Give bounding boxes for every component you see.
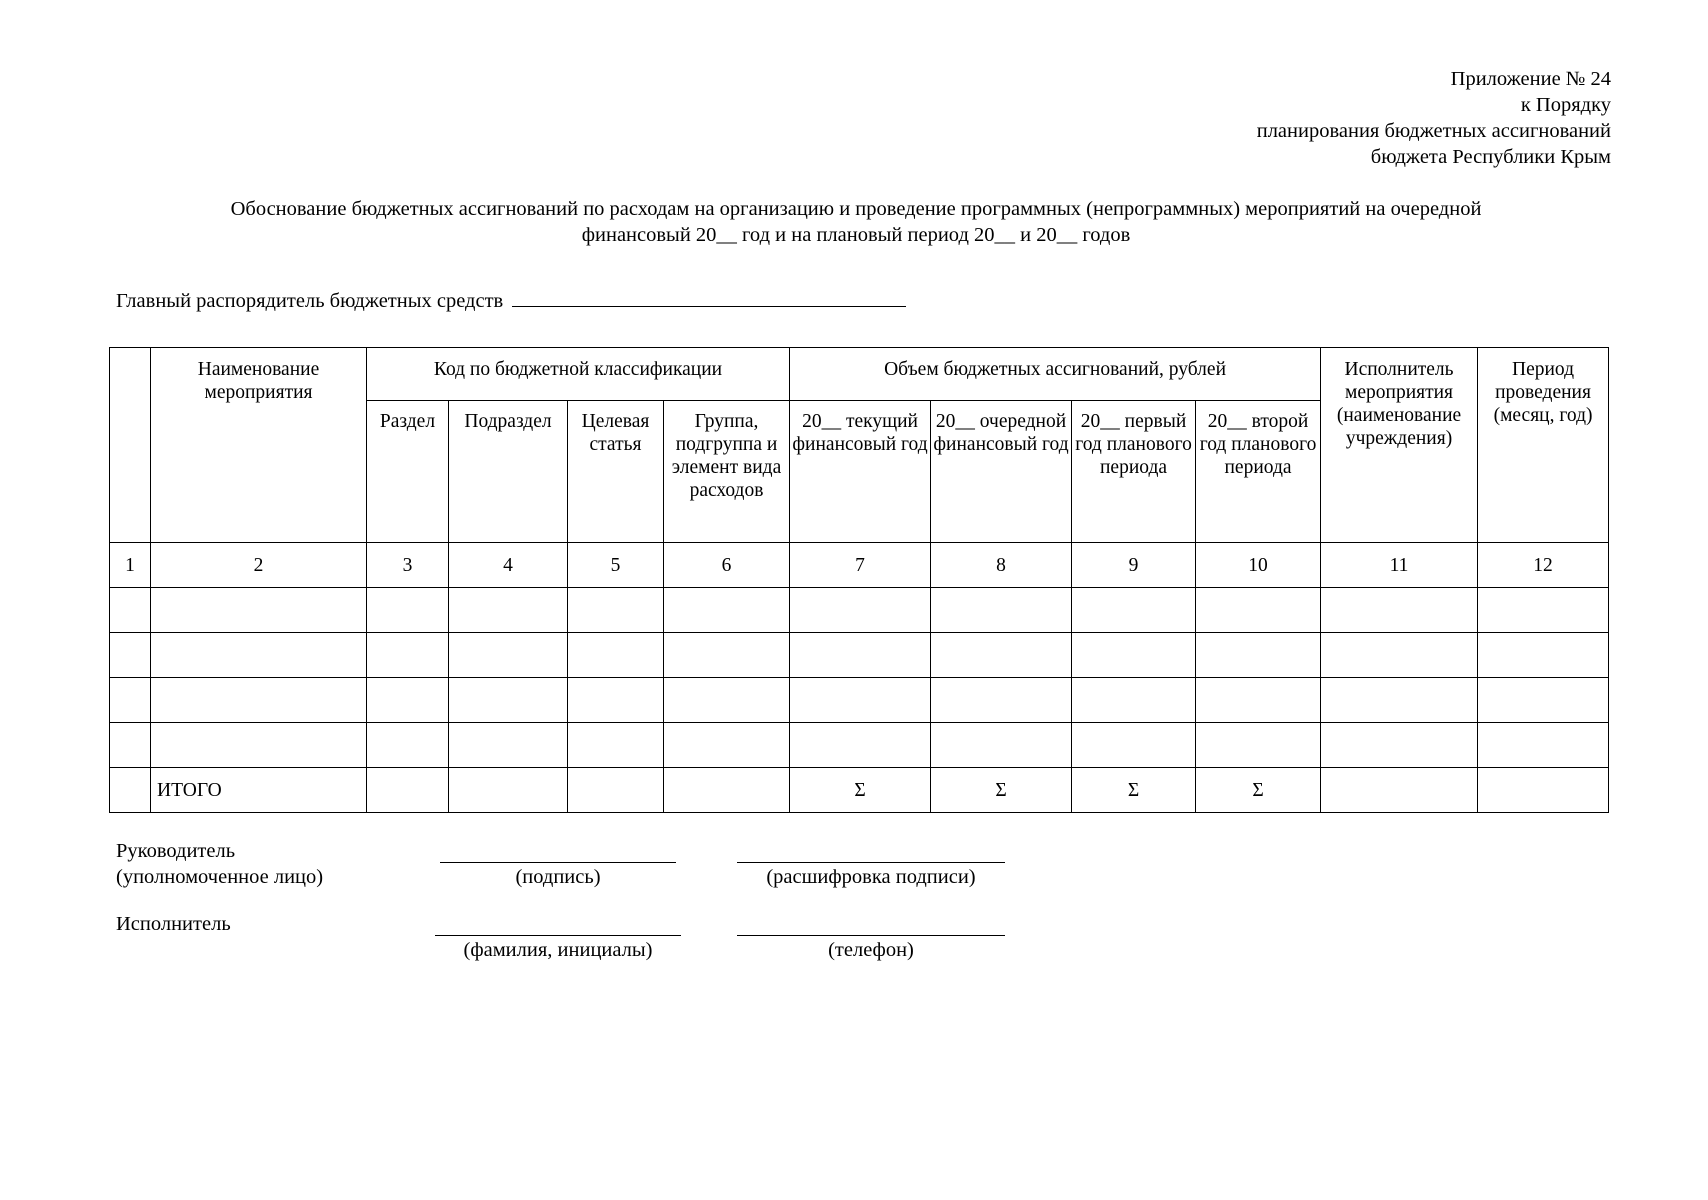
header-year-current: 20__ текущий финансовый год xyxy=(790,401,931,543)
head-signature-label xyxy=(116,838,323,890)
main-manager-blank-field[interactable] xyxy=(512,286,906,307)
total-empty-cell[interactable] xyxy=(367,768,449,813)
table-cell[interactable] xyxy=(931,633,1072,678)
total-empty-cell[interactable] xyxy=(568,768,664,813)
header-year-plan1: 20__ первый год планового периода xyxy=(1072,401,1196,543)
total-row xyxy=(110,768,1609,813)
table-row xyxy=(110,633,1609,678)
total-empty-cell[interactable] xyxy=(1478,768,1609,813)
table-cell[interactable] xyxy=(1478,588,1609,633)
table-cell[interactable] xyxy=(1196,678,1321,723)
table-cell[interactable] xyxy=(1072,723,1196,768)
table-cell[interactable] xyxy=(1196,588,1321,633)
column-number: 7 xyxy=(790,543,931,588)
header-row-number-cell xyxy=(110,348,151,543)
total-sum-current: Σ xyxy=(790,768,931,813)
table-cell[interactable] xyxy=(568,723,664,768)
table-cell[interactable] xyxy=(367,588,449,633)
column-numbers-row xyxy=(110,543,1609,588)
table-cell[interactable] xyxy=(110,723,151,768)
table-cell[interactable] xyxy=(449,723,568,768)
executor-phone-line[interactable] xyxy=(737,935,1005,936)
table-cell[interactable] xyxy=(664,633,790,678)
table-cell[interactable] xyxy=(664,588,790,633)
table-cell[interactable] xyxy=(1321,588,1478,633)
main-manager-label: Главный распорядитель бюджетных средств xyxy=(116,290,504,312)
header-code-group: Код по бюджетной классификации xyxy=(367,348,790,401)
table-cell[interactable] xyxy=(449,678,568,723)
header-period: Период проведения (месяц, год) xyxy=(1478,348,1609,543)
total-empty-cell[interactable] xyxy=(664,768,790,813)
table-cell[interactable] xyxy=(664,723,790,768)
column-number: 11 xyxy=(1321,543,1478,588)
title-line-1: Обоснование бюджетных ассигнований по расходам на организацию и проведение программных (непрограммных) мероприятий на очередной xyxy=(230,198,1482,220)
table-cell[interactable] xyxy=(1196,723,1321,768)
table-cell[interactable] xyxy=(790,723,931,768)
appendix-line-4: бюджета Республики Крым xyxy=(1370,146,1611,168)
table-cell[interactable] xyxy=(1072,588,1196,633)
column-number: 5 xyxy=(568,543,664,588)
head-label-line-2: (уполномоченное лицо) xyxy=(116,866,324,888)
table-cell[interactable] xyxy=(110,678,151,723)
total-empty-cell[interactable] xyxy=(449,768,568,813)
table-cell[interactable] xyxy=(449,588,568,633)
table-cell[interactable] xyxy=(110,588,151,633)
document-title xyxy=(150,196,1562,248)
column-number: 12 xyxy=(1478,543,1609,588)
table-row xyxy=(110,678,1609,723)
total-empty-cell[interactable] xyxy=(1321,768,1478,813)
table-cell[interactable] xyxy=(1478,633,1609,678)
appendix-line-3: планирования бюджетных ассигнований xyxy=(1256,120,1611,142)
table-cell[interactable] xyxy=(931,588,1072,633)
table-cell[interactable] xyxy=(790,588,931,633)
column-number: 9 xyxy=(1072,543,1196,588)
table-cell[interactable] xyxy=(1321,723,1478,768)
table-cell[interactable] xyxy=(367,678,449,723)
table-cell[interactable] xyxy=(1072,678,1196,723)
column-number: 10 xyxy=(1196,543,1321,588)
title-line-2: финансовый 20__ год и на плановый период 20__ и 20__ годов xyxy=(581,224,1131,246)
name-caption: (фамилия, инициалы) xyxy=(463,939,653,961)
total-label: ИТОГО xyxy=(151,768,367,813)
table-cell[interactable] xyxy=(151,633,367,678)
table-cell[interactable] xyxy=(1321,678,1478,723)
table-cell[interactable] xyxy=(790,678,931,723)
signature-caption: (подпись) xyxy=(515,866,601,888)
appendix-line-1: Приложение № 24 xyxy=(1450,68,1611,90)
table-cell[interactable] xyxy=(1478,723,1609,768)
empty-rows-body xyxy=(110,588,1609,768)
budget-form-table xyxy=(109,347,1609,813)
total-sum-plan2: Σ xyxy=(1196,768,1321,813)
header-section: Раздел xyxy=(367,401,449,543)
table-cell[interactable] xyxy=(151,588,367,633)
header-row-top xyxy=(110,348,1609,401)
table-cell[interactable] xyxy=(664,678,790,723)
column-number: 2 xyxy=(151,543,367,588)
header-target: Целевая статья xyxy=(568,401,664,543)
table-cell[interactable] xyxy=(931,678,1072,723)
total-empty-cell[interactable] xyxy=(110,768,151,813)
column-number: 8 xyxy=(931,543,1072,588)
total-sum-plan1: Σ xyxy=(1072,768,1196,813)
executor-name-line[interactable] xyxy=(435,935,681,936)
head-decode-line[interactable] xyxy=(737,862,1005,863)
table-cell[interactable] xyxy=(568,633,664,678)
appendix-line-2: к Порядку xyxy=(1520,94,1611,116)
head-label-line-1: Руководитель xyxy=(116,840,236,862)
table-cell[interactable] xyxy=(367,633,449,678)
phone-caption: (телефон) xyxy=(828,939,914,961)
table-cell[interactable] xyxy=(568,678,664,723)
table-cell[interactable] xyxy=(1478,678,1609,723)
header-executor: Исполнитель мероприятия (наименование учреждения) xyxy=(1321,348,1478,543)
column-number: 1 xyxy=(110,543,151,588)
header-subsection: Подраздел xyxy=(449,401,568,543)
main-manager-line xyxy=(116,286,906,314)
column-number: 6 xyxy=(664,543,790,588)
table-cell[interactable] xyxy=(1196,633,1321,678)
table-cell[interactable] xyxy=(151,723,367,768)
table-cell[interactable] xyxy=(1321,633,1478,678)
table-cell[interactable] xyxy=(151,678,367,723)
header-event-name: Наименование мероприятия xyxy=(151,348,367,543)
table-cell[interactable] xyxy=(1072,633,1196,678)
table-cell[interactable] xyxy=(367,723,449,768)
table-cell[interactable] xyxy=(790,633,931,678)
table-cell[interactable] xyxy=(568,588,664,633)
table-cell[interactable] xyxy=(449,633,568,678)
head-signature-line[interactable] xyxy=(440,862,676,863)
total-sum-next: Σ xyxy=(931,768,1072,813)
table-row xyxy=(110,588,1609,633)
appendix-header xyxy=(1257,66,1611,170)
decode-caption: (расшифровка подписи) xyxy=(766,866,976,888)
table-cell[interactable] xyxy=(931,723,1072,768)
table-row xyxy=(110,723,1609,768)
header-year-next: 20__ очередной финансовый год xyxy=(931,401,1072,543)
executor-label: Исполнитель xyxy=(116,913,231,935)
table-cell[interactable] xyxy=(110,633,151,678)
column-number: 4 xyxy=(449,543,568,588)
header-expense-group: Группа, подгруппа и элемент вида расходов xyxy=(664,401,790,543)
header-year-plan2: 20__ второй год планового периода xyxy=(1196,401,1321,543)
header-volume-group: Объем бюджетных ассигнований, рублей xyxy=(790,348,1321,401)
column-number: 3 xyxy=(367,543,449,588)
executor-signature-label xyxy=(116,911,231,937)
